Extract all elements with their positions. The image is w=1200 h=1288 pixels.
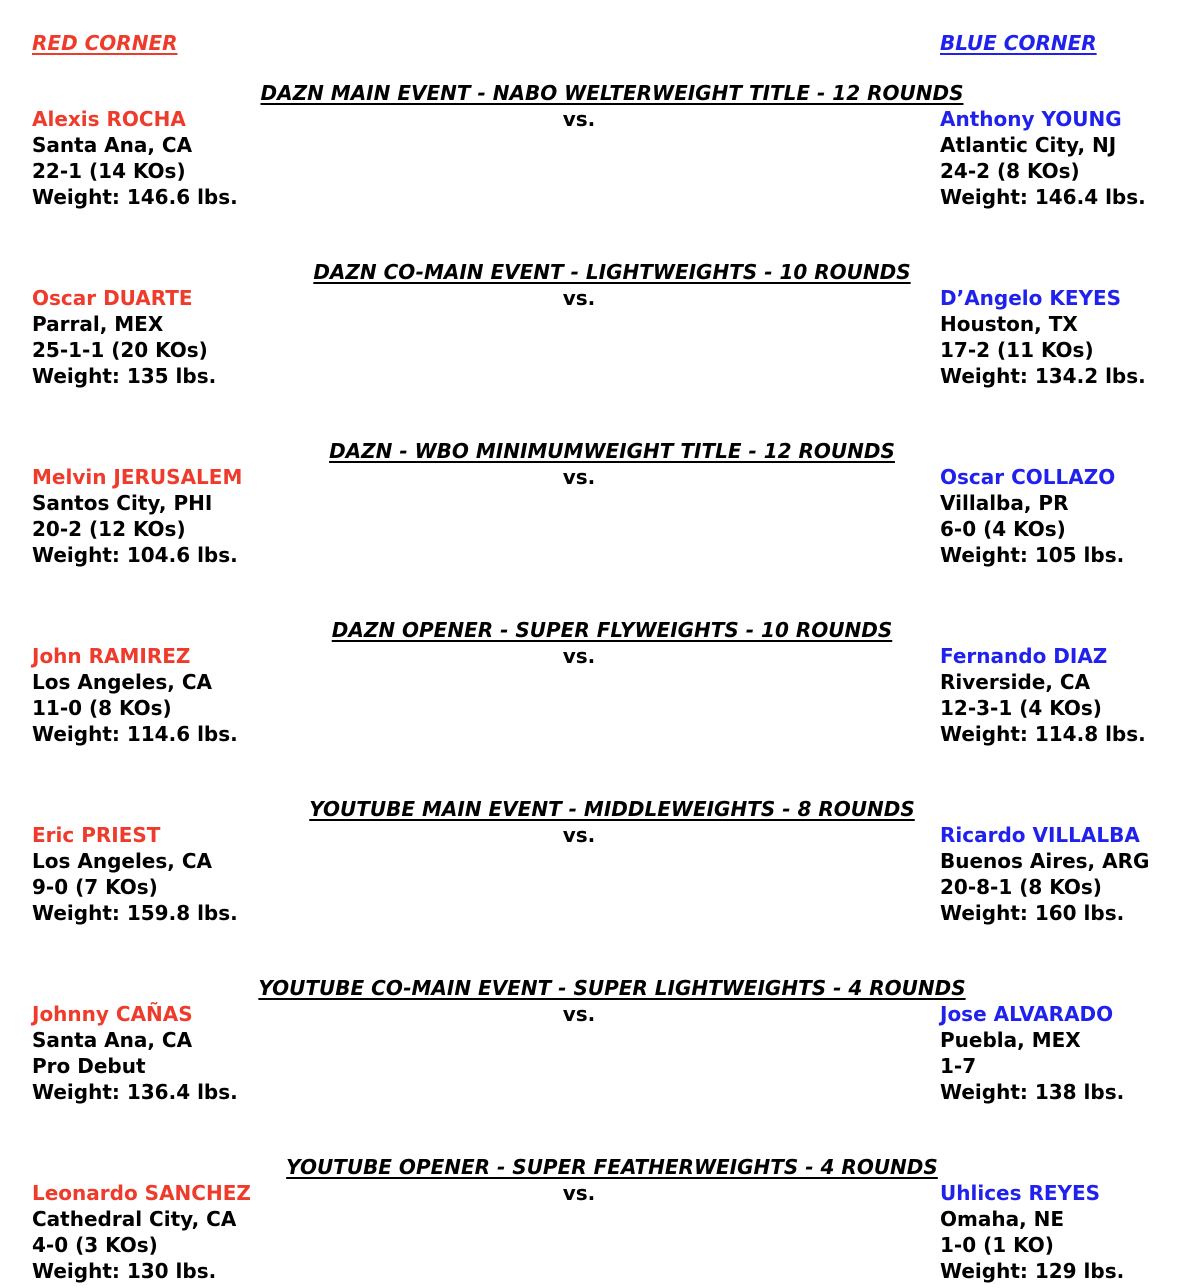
red-fighter-hometown: Parral, MEX bbox=[32, 312, 164, 336]
red-fighter-weight: Weight: 114.6 lbs. bbox=[32, 722, 238, 746]
red-fighter-name: John RAMIREZ bbox=[32, 644, 191, 668]
vs-label: vs. bbox=[562, 286, 596, 310]
blue-fighter-weight: Weight: 105 lbs. bbox=[940, 543, 1125, 567]
red-fighter-weight: Weight: 130 lbs. bbox=[32, 1259, 217, 1283]
blue-fighter-name: Ricardo VILLALBA bbox=[940, 823, 1140, 847]
red-fighter-record: 9-0 (7 KOs) bbox=[32, 875, 158, 899]
vs-label: vs. bbox=[562, 465, 596, 489]
bout-4-row bbox=[0, 643, 1200, 747]
blue-fighter-name: Fernando DIAZ bbox=[940, 644, 1108, 668]
bout-6 bbox=[0, 975, 1200, 1105]
red-fighter-record: 20-2 (12 KOs) bbox=[32, 517, 186, 541]
red-fighter-hometown: Santa Ana, CA bbox=[32, 1028, 193, 1052]
bout-6-title: YOUTUBE CO-MAIN EVENT - SUPER LIGHTWEIGHTS - 4 ROUNDS bbox=[258, 976, 966, 1000]
red-fighter-record: 25-1-1 (20 KOs) bbox=[32, 338, 208, 362]
blue-fighter-hometown: Riverside, CA bbox=[940, 670, 1091, 694]
bout-3-blue-fighter bbox=[940, 464, 1124, 568]
blue-fighter-weight: Weight: 134.2 lbs. bbox=[940, 364, 1146, 388]
red-fighter-name: Eric PRIEST bbox=[32, 823, 161, 847]
red-fighter-name: Alexis ROCHA bbox=[32, 107, 186, 131]
red-fighter-record: Pro Debut bbox=[32, 1054, 146, 1078]
red-fighter-record: 22-1 (14 KOs) bbox=[32, 159, 186, 183]
red-fighter-hometown: Cathedral City, CA bbox=[32, 1207, 237, 1231]
bout-5 bbox=[0, 796, 1200, 926]
blue-fighter-hometown: Atlantic City, NJ bbox=[940, 133, 1117, 157]
red-fighter-record: 11-0 (8 KOs) bbox=[32, 696, 172, 720]
bout-6-blue-fighter bbox=[940, 1001, 1124, 1105]
blue-fighter-record: 6-0 (4 KOs) bbox=[940, 517, 1066, 541]
bout-7 bbox=[0, 1154, 1200, 1284]
red-fighter-name: Leonardo SANCHEZ bbox=[32, 1181, 251, 1205]
blue-fighter-hometown: Villalba, PR bbox=[940, 491, 1069, 515]
bout-5-blue-fighter bbox=[940, 822, 1149, 926]
red-fighter-hometown: Santa Ana, CA bbox=[32, 133, 193, 157]
bout-5-row bbox=[0, 822, 1200, 926]
blue-fighter-record: 17-2 (11 KOs) bbox=[940, 338, 1094, 362]
blue-fighter-record: 12-3-1 (4 KOs) bbox=[940, 696, 1102, 720]
bout-2 bbox=[0, 259, 1200, 389]
blue-fighter-hometown: Houston, TX bbox=[940, 312, 1078, 336]
bout-1-blue-fighter bbox=[940, 106, 1146, 210]
red-fighter-weight: Weight: 136.4 lbs. bbox=[32, 1080, 238, 1104]
blue-fighter-name: Oscar COLLAZO bbox=[940, 465, 1116, 489]
bout-2-row bbox=[0, 285, 1200, 389]
red-fighter-weight: Weight: 159.8 lbs. bbox=[32, 901, 238, 925]
blue-fighter-weight: Weight: 138 lbs. bbox=[940, 1080, 1125, 1104]
blue-fighter-hometown: Buenos Aires, ARG bbox=[940, 849, 1150, 873]
blue-fighter-name: Uhlices REYES bbox=[940, 1181, 1101, 1205]
red-fighter-weight: Weight: 135 lbs. bbox=[32, 364, 217, 388]
blue-fighter-name: Anthony YOUNG bbox=[940, 107, 1122, 131]
bout-4 bbox=[0, 617, 1200, 747]
bout-7-blue-fighter bbox=[940, 1180, 1124, 1284]
bout-6-row bbox=[0, 1001, 1200, 1105]
bout-2-blue-fighter bbox=[940, 285, 1146, 389]
bout-4-blue-fighter bbox=[940, 643, 1146, 747]
red-fighter-hometown: Los Angeles, CA bbox=[32, 849, 212, 873]
bout-1-title: DAZN MAIN EVENT - NABO WELTERWEIGHT TITLE - 12 ROUNDS bbox=[260, 81, 964, 105]
vs-label: vs. bbox=[562, 644, 596, 668]
blue-corner-label: BLUE CORNER bbox=[940, 31, 1097, 55]
blue-fighter-weight: Weight: 129 lbs. bbox=[940, 1259, 1125, 1283]
bout-2-title: DAZN CO-MAIN EVENT - LIGHTWEIGHTS - 10 ROUNDS bbox=[313, 260, 911, 284]
blue-fighter-hometown: Puebla, MEX bbox=[940, 1028, 1081, 1052]
bout-3 bbox=[0, 438, 1200, 568]
vs-label: vs. bbox=[562, 107, 596, 131]
red-fighter-weight: Weight: 146.6 lbs. bbox=[32, 185, 238, 209]
bout-7-title: YOUTUBE OPENER - SUPER FEATHERWEIGHTS - 4 ROUNDS bbox=[286, 1155, 938, 1179]
bout-3-title: DAZN - WBO MINIMUMWEIGHT TITLE - 12 ROUNDS bbox=[329, 439, 895, 463]
red-fighter-name: Johnny CAÑAS bbox=[32, 1002, 193, 1026]
red-fighter-name: Oscar DUARTE bbox=[32, 286, 193, 310]
blue-fighter-record: 20-8-1 (8 KOs) bbox=[940, 875, 1102, 899]
red-fighter-record: 4-0 (3 KOs) bbox=[32, 1233, 158, 1257]
bout-1-row bbox=[0, 106, 1200, 210]
red-fighter-name: Melvin JERUSALEM bbox=[32, 465, 243, 489]
bout-4-title: DAZN OPENER - SUPER FLYWEIGHTS - 10 ROUNDS bbox=[331, 618, 893, 642]
bout-1 bbox=[0, 80, 1200, 210]
blue-fighter-record: 1-7 bbox=[940, 1054, 977, 1078]
vs-label: vs. bbox=[562, 1181, 596, 1205]
blue-fighter-weight: Weight: 160 lbs. bbox=[940, 901, 1125, 925]
bout-list bbox=[0, 80, 1200, 1284]
blue-fighter-name: D’Angelo KEYES bbox=[940, 286, 1122, 310]
blue-fighter-weight: Weight: 114.8 lbs. bbox=[940, 722, 1146, 746]
vs-label: vs. bbox=[562, 823, 596, 847]
bout-3-row bbox=[0, 464, 1200, 568]
blue-fighter-weight: Weight: 146.4 lbs. bbox=[940, 185, 1146, 209]
red-fighter-hometown: Los Angeles, CA bbox=[32, 670, 212, 694]
blue-fighter-record: 1-0 (1 KO) bbox=[940, 1233, 1054, 1257]
corner-header-row bbox=[0, 30, 1200, 56]
red-corner-label: RED CORNER bbox=[32, 31, 178, 55]
blue-fighter-record: 24-2 (8 KOs) bbox=[940, 159, 1080, 183]
blue-fighter-name: Jose ALVARADO bbox=[940, 1002, 1114, 1026]
bout-5-title: YOUTUBE MAIN EVENT - MIDDLEWEIGHTS - 8 ROUNDS bbox=[309, 797, 915, 821]
bout-7-row bbox=[0, 1180, 1200, 1284]
blue-fighter-hometown: Omaha, NE bbox=[940, 1207, 1065, 1231]
red-fighter-hometown: Santos City, PHI bbox=[32, 491, 213, 515]
vs-label: vs. bbox=[562, 1002, 596, 1026]
red-fighter-weight: Weight: 104.6 lbs. bbox=[32, 543, 238, 567]
